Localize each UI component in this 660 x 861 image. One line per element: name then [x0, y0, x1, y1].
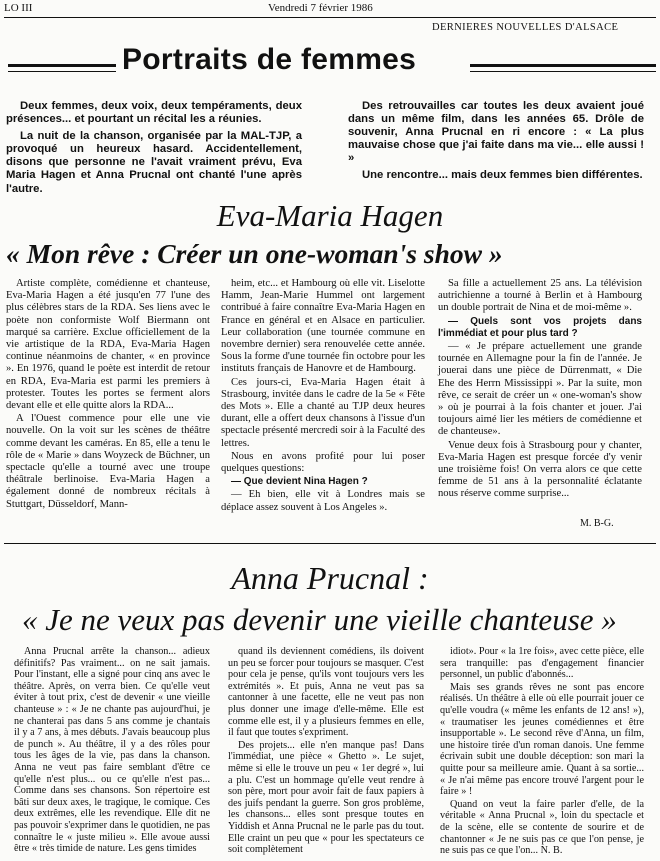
header-rule: [4, 17, 656, 18]
eva-paragraph: A l'Ouest commence pour elle une vie nouvelle. On la voit sur les scènes de théâtre comme devant les caméras. En 85, elle a tenu le rôle de « Marie » dans Woyzeck de Büchner, un spectacle qu'elle a tourné avec une troupe théâtrale berlinoise. Eva-Maria Hagen a également donné de nombreux récitals à Stuttgart, Düsseldorf, Mann-: [6, 413, 210, 510]
eva-paragraph: heim, etc... et Hambourg où elle vit. Liselotte Hamm, Jean-Marie Hummel ont largement contribué à faire connaître Eva-Maria Hagen en France en général et en Alsace en particulier. Leur collaboration (une tournée commune en novembre dernier) sera renouvelée cette année. Sous la forme d'une tournée fin octobre pour les instituts français de Hanovre et de Hambourg.: [221, 278, 425, 375]
anna-paragraph: quand ils deviennent comédiens, ils doivent un peu se forcer pour toujours se masquer. C'est pour cela je pense, qu'ils vont toujours vers les extrémités ». Et puis, Anna ne veut pas sa cantonner à une facette, elle ne veut pas non plus donner une image d'elle-même. Elle est comme elle est, il y a plusieurs femmes en elle, il faut que toutes s'expriment.: [228, 646, 424, 739]
anna-headline: « Je ne veux pas devenir une vieille chanteuse »: [22, 602, 617, 637]
title-rule-left-thin: [8, 71, 116, 72]
anna-paragraph: idiot». Pour « la 1re fois», avec cette pièce, elle sera tranquille: pas d'engagement financier personnel, un public d'abonnés...: [440, 646, 644, 681]
eva-name-heading: Eva-Maria Hagen: [216, 198, 444, 233]
intro-paragraph: Une rencontre... mais deux femmes bien différentes.: [362, 169, 643, 182]
eva-column-3: [438, 278, 642, 502]
eva-question: — Quels sont vos projets dans l'immédiat et pour plus tard ?: [438, 315, 642, 339]
anna-name-heading: Anna Prucnal :: [231, 560, 429, 596]
page-number: LO III: [4, 2, 33, 14]
title-rule-right: [470, 64, 656, 67]
anna-column-1: [14, 646, 210, 856]
title-rule-left: [8, 64, 116, 67]
eva-answer: — « Je prépare actuellement une grande tournée en Allemagne pour la fin de l'année. Je jouerai dans une pièce de Dürrenmatt, « Die Ehe des Herrn Mississippi ». Par la suite, mon rêve, ce serait de créer un « one-woman's show » où je pourrai à la fois chanter et jouer. J'ai toujours aimé lier les métiers de comédienne et de chanteuse».: [438, 341, 642, 438]
intro-right: [348, 100, 644, 187]
intro-left: [6, 100, 302, 200]
eva-paragraph: Sa fille a actuellement 25 ans. La télévision autrichienne a tourné à Berlin et à Hambourg un double portrait de Nina et de moi-même ».: [438, 278, 642, 314]
title-rule-right-thin: [470, 71, 656, 72]
anna-paragraph: Quand on veut la faire parler d'elle, de la véritable « Anna Prucnal », loin du spectacle et de la scène, elle se contente de sourire et de chantonner « Je ne suis pas ce que l'on pense, je ne suis pas ce que l'on... N. B.: [440, 798, 644, 857]
eva-paragraph: Ces jours-ci, Eva-Maria Hagen était à Strasbourg, invitée dans le cadre de la 5e « Fête des Mots ». Elle a chanté au TJP deux heures durant, elle a offert deux chansons à l'issue d'un spectacle présenté mercredi soir à la Faculté des lettres.: [221, 376, 425, 449]
issue-date: Vendredi 7 février 1986: [268, 2, 373, 14]
eva-signature: M. B-G.: [580, 518, 614, 529]
anna-paragraph: Anna Prucnal arrête la chanson... adieux définitifs? Pas vraiment... on ne sait jamais. Pour l'instant, elle a signé pour cinq ans avec le théâtre. Après, on verra bien. Ce qu'elle veut éviter à tout prix, c'est de devenir « une vieille chanteuse » : « Je ne chante pas aujourd'hui, je ne chanterai pas dans 5 ans comme je chantais il y a 7 ans, à mes débuts. J'avais beaucoup plus de punch ». Au théâtre, il y a des rôles pour tous les âges de la vie, pas dans la chanson. Anna ne veut pas faire semblant d'être ce qu'elle n'est plus... ou ce qu'elle n'est pas... Comme dans ses chansons. Son répertoire est bâti sur deux axes, le tragique, le comique. Ces deux extrêmes, elle les revendique. Elle dit ne pas pouvoir s'exprimer dans le quotidien, ne pas connaître le « juste milieu ». Elle avoue aussi être « très timide de nature. Les gens timides: [14, 646, 210, 855]
eva-paragraph: Venue deux fois à Strasbourg pour y chanter, Eva-Maria Hagen est presque forcée d'y venir une troisième fois! On verra alors ce que cette femme de 51 ans à la personnalité éclatante nous réserve comme surprise...: [438, 439, 642, 500]
anna-column-2: [228, 646, 424, 857]
anna-paragraph: Des projets... elle n'en manque pas! Dans l'immédiat, une pièce « Ghetto ». Le sujet, même si elle le trouve un peu « 1er degré », lui a plu. C'est un hommage qu'elle veut rendre à son père, mort pour avoir fait de faux papiers à des juifs pendant la guerre. Son gros problème, les chansons... elles sont presque toutes en Yiddish et Anna Prucnal ne le parle pas du tout. Elle craint un peu que « pour les spectateurs ce soit complètement: [228, 739, 424, 856]
eva-column-2: [221, 278, 425, 515]
main-title: Portraits de femmes: [122, 43, 417, 76]
eva-answer: — Eh bien, elle vit à Londres mais se déplace assez souvent à Los Angeles ».: [221, 489, 425, 513]
eva-paragraph: Nous en avons profité pour lui poser quelques questions:: [221, 450, 425, 475]
intro-paragraph: Deux femmes, deux voix, deux tempéraments, deux présences... et pourtant un récital les a réunies.: [6, 100, 302, 126]
intro-paragraph: Des retrouvailles car toutes les deux avaient joué dans un même film, dans les années 65. Drôle de souvenir, Anna Prucnal en ri encore : « La plus mauvaise chose que j'ai faite dans ma vie... elle aussi ! »: [348, 100, 644, 165]
anna-paragraph: Mais ses grands rêves ne sont pas encore réalisés. Un théâtre à elle où elle pourrait jouer ce qu'elle voudra (« même les enfants de 12 ans! »), « traumatiser les jeunes comédiennes et être insupportable ». Le second rêve d'Anna, un film, une histoire tirée d'un roman danois. Une femme écrivain subit une double déception: son mari la quitte pour sa meilleure amie. Quant à sa sortie... « Je n'ai même pas encore trouvé l'argent pour le faire » !: [440, 681, 644, 798]
eva-paragraph: Artiste complète, comédienne et chanteuse, Eva-Maria Hagen a été jusqu'en 77 l'une des plus célèbres stars de la RDA. Ses liens avec le poète non conformiste Wolf Biermann ont marqué sa carrière. Exclue officiellement de la vie artistique de la RDA, Eva-Maria Hagen continue néanmoins de chanter, « en province ». En 1976, quand le poète est interdit de retour en RDA, Eva-Maria est parmi les premiers à protester. Toutes les portes se ferment alors devant elle et elle quitte alors la RDA...: [6, 278, 210, 412]
intro-paragraph: La nuit de la chanson, organisée par la MAL-TJP, a provoqué un heureux hasard. Accidentellement, disons que personne ne l'avait vraiment prévu, Eva Maria Hagen et Anna Prucnal ont chanté l'une après l'autre.: [6, 130, 302, 195]
eva-column-1: [6, 278, 210, 512]
eva-headline: « Mon rêve : Créer un one-woman's show »: [6, 238, 503, 269]
eva-question: — Que devient Nina Hagen ?: [231, 476, 368, 488]
newspaper-name: DERNIERES NOUVELLES D'ALSACE: [432, 22, 619, 33]
section-rule: [4, 543, 656, 544]
anna-column-3: [440, 646, 644, 858]
